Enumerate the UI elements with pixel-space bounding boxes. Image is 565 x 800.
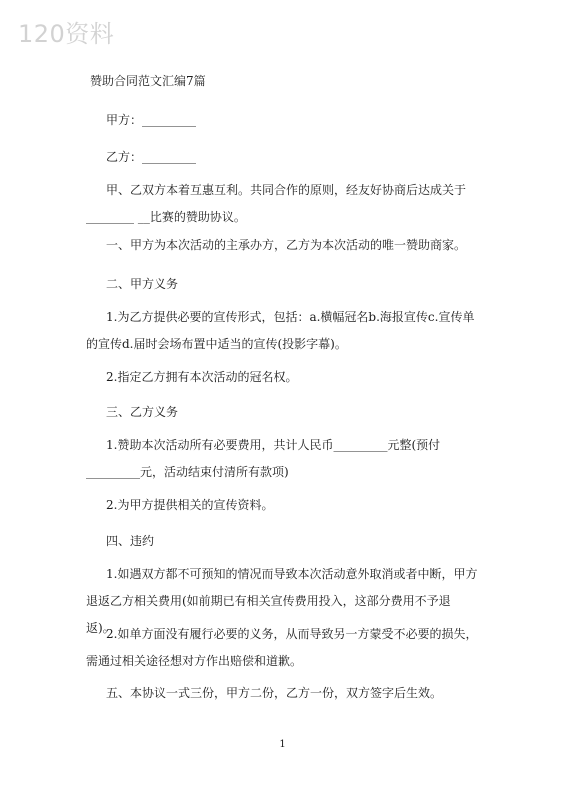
document-title: 赞助合同范文汇编7篇	[90, 74, 206, 88]
clause-2-1: 1.为乙方提供必要的宣传形式，包括：a.横幅冠名b.海报宣传c.宣传单的宣传d.届时会场布置中适当的宣传(投影字幕)。	[86, 310, 475, 351]
party-b-line: 乙方：_________	[106, 150, 197, 164]
clause-4-1: 1.如遇双方都不可预知的情况而导致本次活动意外取消或者中断，甲方退返乙方相关费用(如前期已有相关宣传费用投入，这部分费用不予退返)。	[86, 567, 478, 635]
clause-2-2: 2.指定乙方拥有本次活动的冠名权。	[106, 370, 298, 384]
clause-1: 一、甲方为本次活动的主承办方，乙方为本次活动的唯一赞助商家。	[106, 238, 467, 252]
clause-5: 五、本协议一式三份，甲方二份，乙方一份，双方签字后生效。	[106, 686, 443, 700]
section-4-heading: 四、违约	[106, 534, 155, 548]
clause-4-2: 2.如单方面没有履行必要的义务，从而导致另一方蒙受不必要的损失，需通过相关途径想对方作出赔偿和道歉。	[86, 627, 478, 668]
intro-paragraph: 甲、乙双方本着互惠互利。共同合作的原则，经友好协商后达成关于________ __比赛的赞助协议。	[86, 183, 467, 224]
page-number: 1	[279, 739, 286, 750]
party-a-line: 甲方：_________	[106, 113, 197, 127]
clause-3-1: 1.赞助本次活动所有必要费用，共计人民币_________元整(预付_________元，活动结束付清所有款项)	[86, 438, 441, 479]
watermark-logo: 120资料	[18, 20, 115, 48]
section-2-heading: 二、甲方义务	[106, 277, 179, 291]
section-3-heading: 三、乙方义务	[106, 405, 179, 419]
clause-3-2: 2.为甲方提供相关的宣传资料。	[106, 498, 274, 512]
